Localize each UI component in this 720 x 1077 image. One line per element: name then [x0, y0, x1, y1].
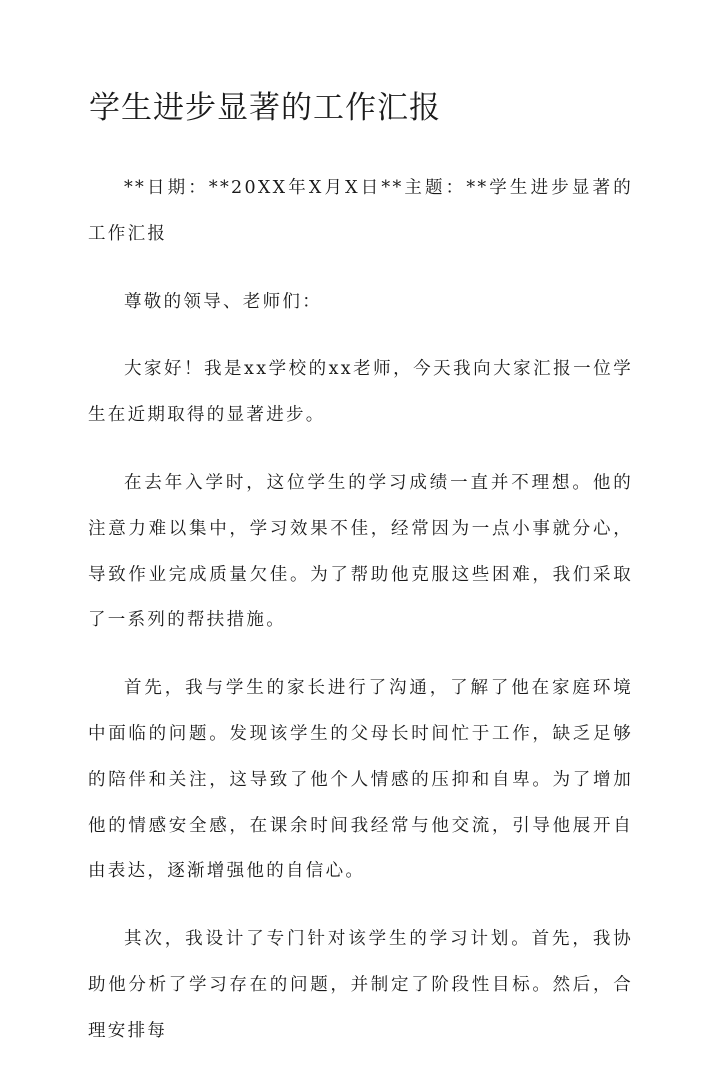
paragraph-salutation: 尊敬的领导、老师们： [124, 291, 322, 312]
document-title: 学生进步显著的工作汇报 [89, 90, 441, 126]
paragraph-greeting: 大家好！我是xx学校的xx老师，今天我向大家汇报一位学生在近期取得的显著进步。 [88, 359, 633, 426]
document-body [88, 166, 633, 1077]
paragraph-meta: **日期：**20XX年X月X日**主题：**学生进步显著的工作汇报 [88, 178, 633, 244]
paragraph-second-measure: 其次，我设计了专门针对该学生的学习计划。首先，我协助他分析了学习存在的问题，并制定了阶段性目标。然后，合理安排每 [88, 929, 633, 1041]
paragraph-first-measure: 首先，我与学生的家长进行了沟通，了解了他在家庭环境中面临的问题。发现该学生的父母长时间忙于工作，缺乏足够的陪伴和关注，这导致了他个人情感的压抑和自卑。为了增加他的情感安全感，在课余时间我经常与他交流，引导他展开自由表达，逐渐增强他的自信心。 [88, 678, 633, 882]
paragraph-background: 在去年入学时，这位学生的学习成绩一直并不理想。他的注意力难以集中，学习效果不佳，经常因为一点小事就分心，导致作业完成质量欠佳。为了帮助他克服这些困难，我们采取了一系列的帮扶措施。 [88, 472, 633, 631]
